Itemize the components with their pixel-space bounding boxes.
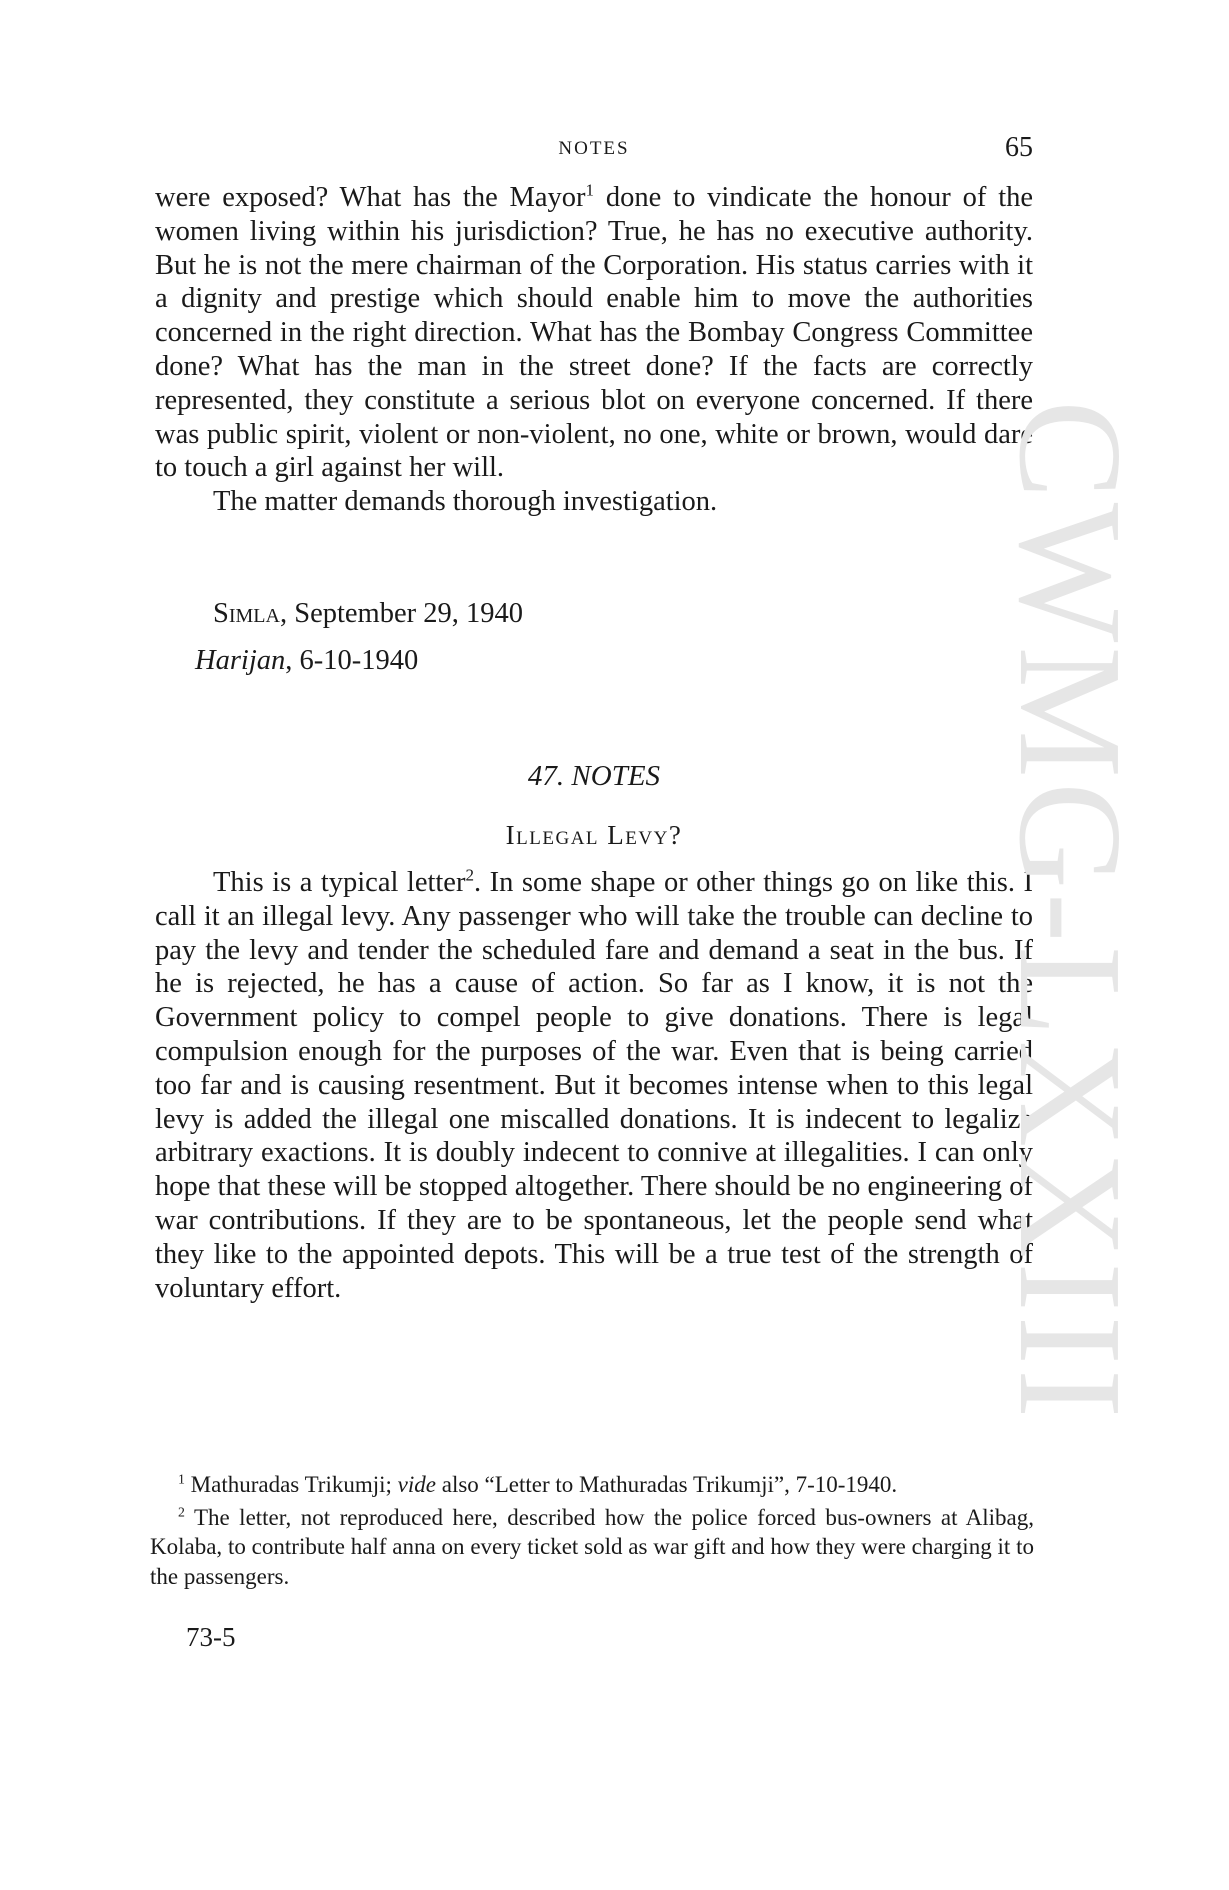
footnote-2-text: The letter, not reproduced here, described how the police forced bus-owners at Alibag, Kolaba, to contribute half anna on every ticket sold as war gift and how they were charging it to the passengers. [150, 1504, 1034, 1589]
footnote-1 [150, 1470, 1034, 1500]
paragraph-3 [155, 866, 1033, 1305]
dateline-date: , September 29, 1940 [279, 598, 523, 629]
footnotes [150, 1470, 1034, 1594]
running-head [155, 132, 1033, 166]
source-citation [195, 645, 418, 677]
source-name: Harijan [195, 645, 286, 676]
article-title: 47. NOTES [527, 760, 661, 792]
dateline-place: Simla [213, 598, 280, 629]
paragraph-3-text-a: This is a typical letter [213, 867, 466, 898]
page-number: 65 [1005, 132, 1033, 163]
paragraph-1 [155, 181, 1033, 485]
body-text-block-1 [155, 181, 1033, 519]
footnote-1-text-b: also “Letter to Mathuradas Trikumji”, 7-10-1940. [435, 1472, 898, 1497]
running-title: NOTES [558, 138, 630, 159]
footnote-ref-2: 2 [465, 865, 474, 885]
footnote-1-text-a: Mathuradas Trikumji; [184, 1472, 398, 1497]
signature-mark: 73-5 [186, 1622, 236, 1652]
source-date: , 6-10-1940 [285, 645, 419, 676]
watermark-text: CWMG-LXXIII [988, 400, 1152, 1423]
paragraph-1-text-a: were exposed? What has the Mayor [155, 182, 586, 213]
footnote-ref-1: 1 [585, 180, 595, 200]
paragraph-1-text-b: done to vindicate the honour of the women living within his jurisdiction? True, he has no executive authority. But he is not the mere chairman of the Corporation. His status carries with it a dignity and prestige which should enable him to move the authorities concerned in the right direction. What has the Bombay Congress Committee done? What has the man in the street done? If the facts are correctly represented, they constitute a serious blot on everyone concerned. If there was public spirit, violent or non-violent, no one, white or brown, would dare to touch a girl against her will. [155, 182, 1034, 484]
footnote-2-marker: 2 [178, 1503, 185, 1519]
watermark [988, 400, 1152, 1500]
paragraph-3-text-b: . In some shape or other things go on like this. I call it an illegal levy. Any passenger who will take the trouble can decline to pay the levy and tender the scheduled fare and demand a seat in the bus. If he is rejected, he has a cause of action. So far as I know, it is not the Government policy to compel people to give donations. There is legal compulsion enough for the purposes of the war. Even that is being carried too far and is causing resentment. But it becomes intense when to this legal levy is added the illegal one miscalled donations. It is indecent to legalize arbitrary exactions. It is doubly indecent to connive at illegalities. I can only hope that these will be stopped altogether. There should be no engineering of war contributions. If they are to be spontaneous, let the people send what they like to the appointed depots. This will be a true test of the strength of voluntary effort. [155, 867, 1033, 1304]
body-text-block-2 [155, 866, 1033, 1305]
section-title: Illegal Levy? [505, 820, 683, 850]
footnote-1-marker: 1 [178, 1471, 185, 1487]
paragraph-2: The matter demands thorough investigation. [213, 486, 718, 518]
footnote-1-italic: vide [397, 1472, 436, 1497]
footnote-2 [150, 1503, 1034, 1592]
dateline [213, 598, 523, 630]
